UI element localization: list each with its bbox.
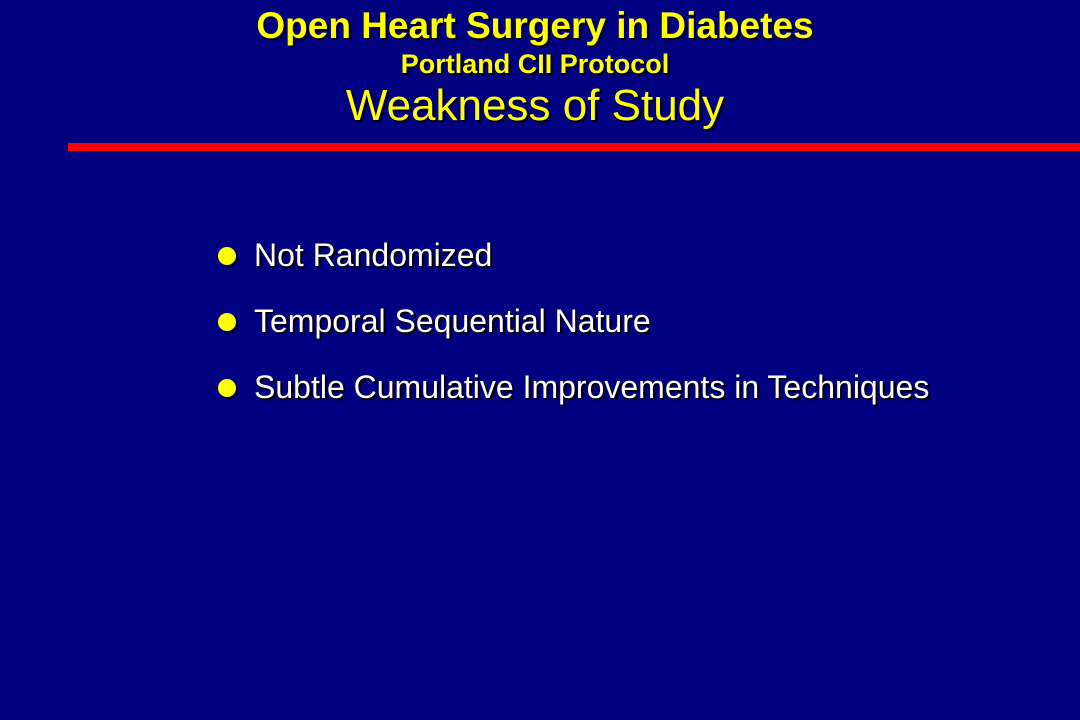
bullet-item	[214, 236, 934, 274]
slide-title: Open Heart Surgery in Diabetes	[256, 5, 814, 46]
bullet-text: Subtle Cumulative Improvements in Techniques	[254, 369, 930, 405]
bullet-text: Temporal Sequential Nature	[254, 303, 651, 339]
title-divider	[68, 143, 1080, 151]
bullet-dot-icon	[218, 379, 236, 397]
slide-subtitle: Portland CII Protocol	[400, 49, 670, 79]
bullet-dot-icon	[218, 313, 236, 331]
slide-heading: Weakness of Study	[345, 81, 725, 130]
bullet-list	[214, 236, 934, 434]
bullet-item	[214, 302, 934, 340]
bullet-dot-icon	[218, 247, 236, 265]
bullet-item	[214, 368, 934, 406]
bullet-text: Not Randomized	[254, 237, 493, 273]
